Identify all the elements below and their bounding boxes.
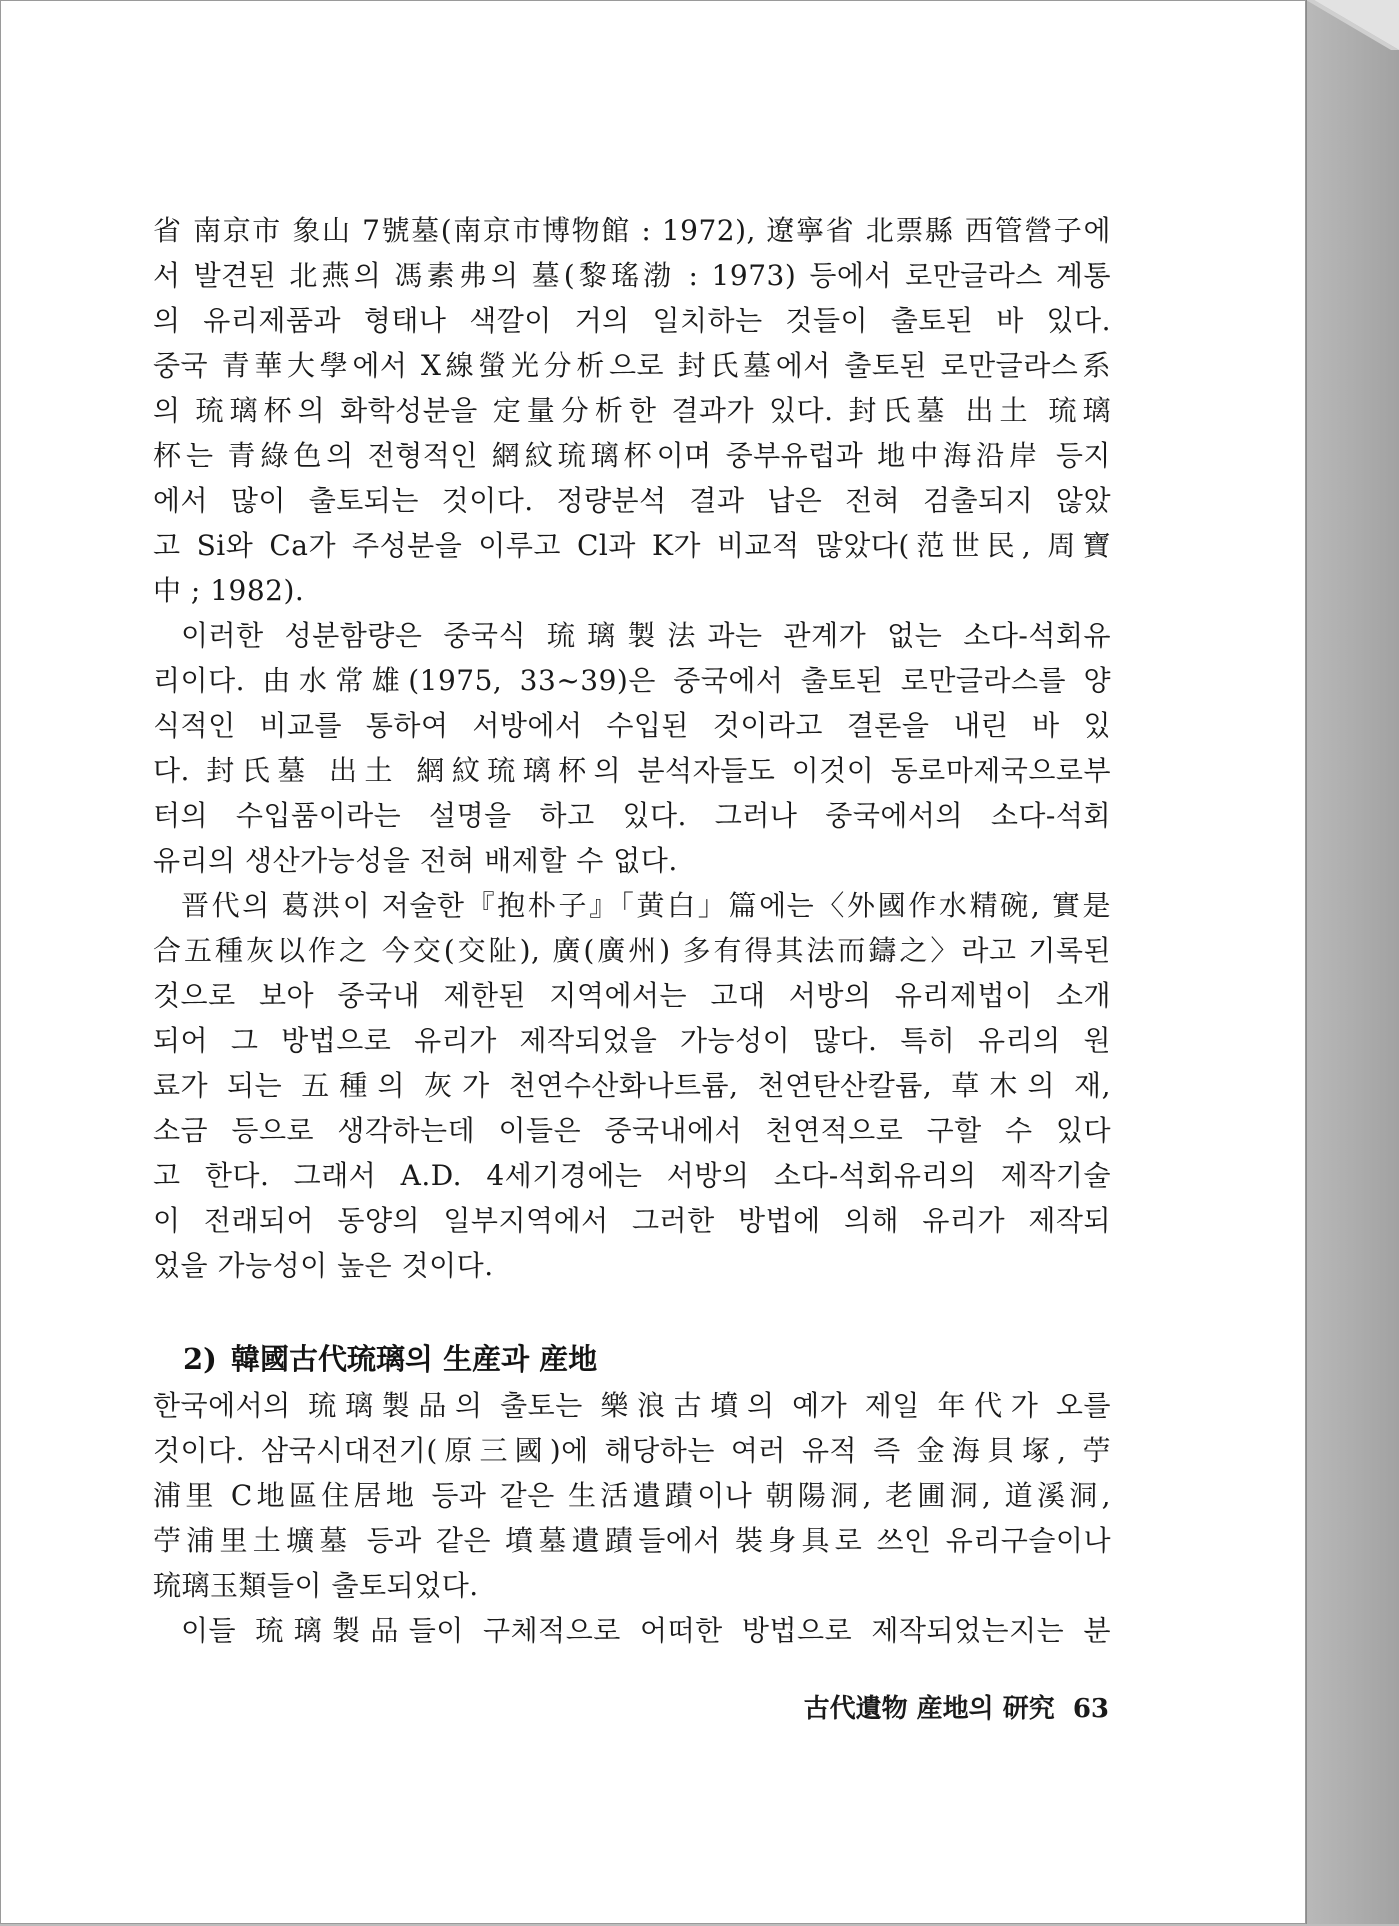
text-line: 것이다. 삼국시대전기(原三國)에 해당하는 여러 유적 즉 金海貝塚, 苧 [153,1434,1111,1467]
text-line: 고 한다. 그래서 A.D. 4세기경에는 서방의 소다-석회유리의 제작기술 [153,1159,1111,1192]
text-line: 한국에서의 琉璃製品의 출토는 樂浪古墳의 예가 제일 年代가 오를 [153,1389,1111,1422]
text-line: 리이다. 由水常雄(1975, 33~39)은 중국에서 출토된 로만글라스를 양 [153,664,1111,697]
text-line: 의 琉璃杯의 화학성분을 定量分析한 결과가 있다. 封氏墓 出土 琉璃 [153,394,1111,427]
text-line: 서 발견된 北燕의 馮素弗의 墓(黎瑤渤 : 1973) 등에서 로만글라스 계통 [153,259,1111,292]
text-line: 浦里 C地區住居地 등과 같은 生活遺蹟이나 朝陽洞, 老圃洞, 道溪洞, [153,1479,1111,1512]
text-line: 省 南京市 象山 7號墓(南京市博物館 : 1972), 遼寧省 北票縣 西管營子에 [153,214,1111,247]
text-line: 소금 등으로 생각하는데 이들은 중국내에서 천연적으로 구할 수 있다 [153,1114,1111,1147]
text-line: 터의 수입품이라는 설명을 하고 있다. 그러나 중국에서의 소다-석회 [153,799,1111,832]
text-line: 이러한 성분함량은 중국식 琉璃製法과는 관계가 없는 소다-석회유 [181,619,1111,652]
text-line: 식적인 비교를 통하여 서방에서 수입된 것이라고 결론을 내린 바 있 [153,709,1111,742]
text-line: 고 Si와 Ca가 주성분을 이루고 Cl과 K가 비교적 많았다(范世民, 周寶 [153,529,1111,562]
section-heading-text [183,1340,597,1378]
text-line: 中 ; 1982). [153,574,305,607]
text-line: 유리의 생산가능성을 전혀 배제할 수 없다. [153,844,678,877]
text-line: 合五種灰以作之 今交(交阯), 廣(廣州) 多有得其法而鑄之〉라고 기록된 [153,934,1111,967]
text-line: 되어 그 방법으로 유리가 제작되었을 가능성이 많다. 특히 유리의 원 [153,1024,1111,1057]
text-line: 료가 되는 五種의 灰가 천연수산화나트륨, 천연탄산칼륨, 草木의 재, [153,1069,1111,1102]
text-line: 중국 青華大學에서 X線螢光分析으로 封氏墓에서 출토된 로만글라스系 [153,349,1111,382]
text-line: 苧浦里土壙墓 등과 같은 墳墓遺蹟들에서 裝身具로 쓰인 유리구슬이나 [153,1524,1111,1557]
text-line: 이 전래되어 동양의 일부지역에서 그러한 방법에 의해 유리가 제작되 [153,1204,1111,1237]
running-footer [804,1688,1109,1725]
running-title: 古代遺物 産地의 研究 [803,1694,1055,1724]
text-line: 의 유리제품과 형태나 색깔이 거의 일치하는 것들이 출토된 바 있다. [153,304,1111,337]
text-line: 晋代의 葛洪이 저술한『抱朴子』「黄白」篇에는〈外國作水精碗, 實是 [181,889,1111,922]
section-title: 韓國古代琉璃의 生産과 産地 [231,1342,598,1376]
text-line: 었을 가능성이 높은 것이다. [153,1249,494,1282]
book-edge-graphic [1306,0,1399,1926]
page-number: 63 [1072,1694,1109,1724]
text-line: 琉璃玉類들이 출토되었다. [153,1569,479,1602]
book-edge-face [1306,0,1399,1926]
text-line: 다. 封氏墓 出土 網紋琉璃杯의 분석자들도 이것이 동로마제국으로부 [153,754,1111,787]
text-line: 에서 많이 출토되는 것이다. 정량분석 결과 납은 전혀 검출되지 않았 [153,484,1111,517]
text-line: 杯는 青綠色의 전형적인 網紋琉璃杯이며 중부유럽과 地中海沿岸 등지 [153,439,1111,472]
section-number: 2) [183,1342,217,1376]
text-line: 것으로 보아 중국내 제한된 지역에서는 고대 서방의 유리제법이 소개 [153,979,1111,1012]
book-edge [1306,0,1399,1926]
text-line: 이들 琉璃製品들이 구체적으로 어떠한 방법으로 제작되었는지는 분 [181,1614,1111,1647]
